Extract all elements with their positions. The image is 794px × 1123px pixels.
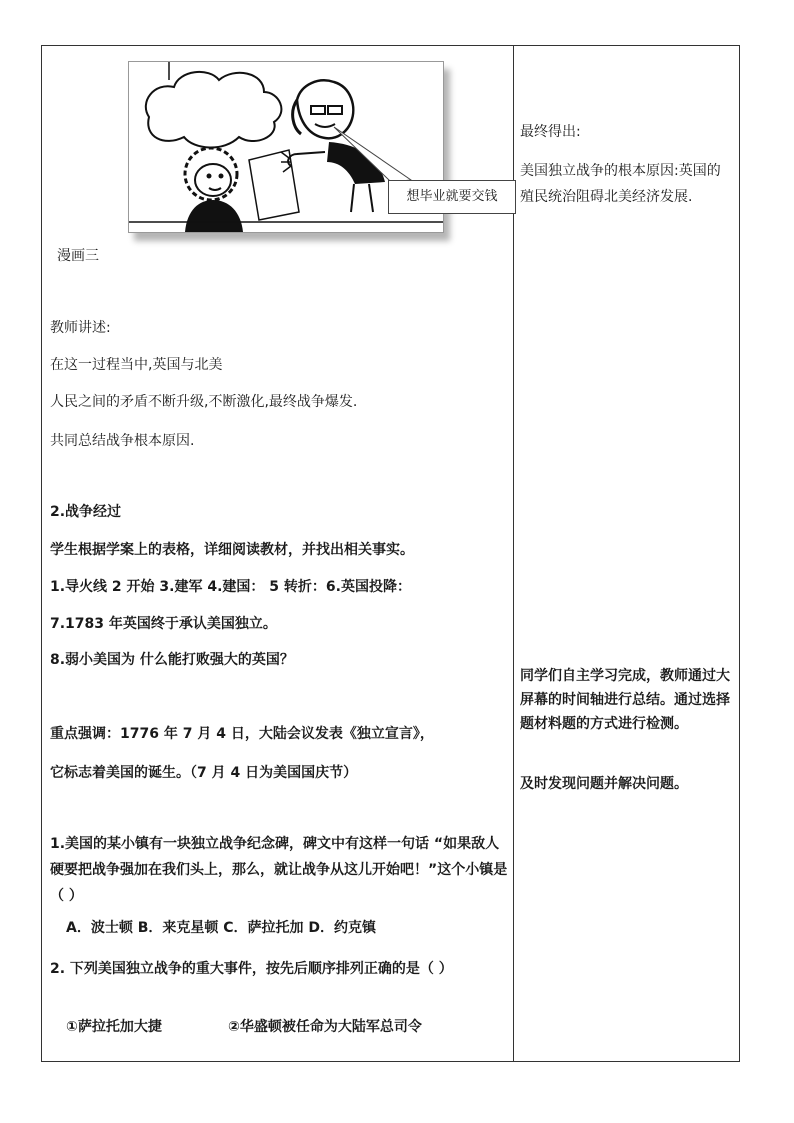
question-2-option-1: ①萨拉托加大捷 <box>66 1019 162 1035</box>
comic-illustration <box>128 61 498 233</box>
question-1: 1.美国的某小镇有一块独立战争纪念碑，碑文中有这样一句话 “如果敌人硬要把战争强加在我们头上，那么，就让战争从这儿开始吧！”这个小镇是（ ） <box>50 836 508 904</box>
question-2: 2. 下列美国独立战争的重大事件，按先后顺序排列正确的是（ ） <box>50 961 453 977</box>
timely-note: 及时发现问题并解决问题。 <box>520 776 688 792</box>
question-1-options: A．波士顿 B．来克星顿 C．萨拉托加 D．约克镇 <box>66 920 377 936</box>
conclusion-text: 美国独立战争的根本原因:英国的殖民统治阻碍北美经济发展. <box>520 163 721 205</box>
narration-line-1: 在这一过程当中,英国与北美 <box>50 357 223 373</box>
method-note: 同学们自主学习完成，教师通过大屏幕的时间轴进行总结。通过选择题材料题的方式进行检测。 <box>520 668 730 732</box>
question-2-option-2: ②华盛顿被任命为大陆军总司令 <box>228 1019 422 1035</box>
narration-line-2: 人民之间的矛盾不断升级,不断激化,最终战争爆发. <box>50 394 358 410</box>
section-2-title: 2.战争经过 <box>50 504 122 520</box>
event-list-item: 8.弱小美国为 什么能打败强大的英国？ <box>50 652 294 668</box>
emphasis-line-1: 重点强调：1776 年 7 月 4 日，大陆会议发表《独立宣言》， <box>50 726 434 742</box>
lesson-table <box>41 45 740 1062</box>
comic-caption: 漫画三 <box>57 248 99 264</box>
section-2-intro: 学生根据学案上的表格，详细阅读教材，并找出相关事实。 <box>50 542 414 558</box>
speech-bubble: 想毕业就要交钱 <box>388 180 516 214</box>
conclusion-heading: 最终得出: <box>520 124 581 140</box>
emphasis-line-2: 它标志着美国的诞生。（7 月 4 日为美国国庆节） <box>50 765 358 781</box>
event-list-item: 1.导火线 2 开始 3.建军 4.建国： 5 转折：6.英国投降： <box>50 579 411 595</box>
left-column <box>42 46 513 1061</box>
teacher-heading: 教师讲述: <box>50 320 111 336</box>
narration-line-3: 共同总结战争根本原因. <box>50 433 195 449</box>
event-list-item: 7.1783 年英国终于承认美国独立。 <box>50 616 277 632</box>
right-column <box>514 46 739 1061</box>
